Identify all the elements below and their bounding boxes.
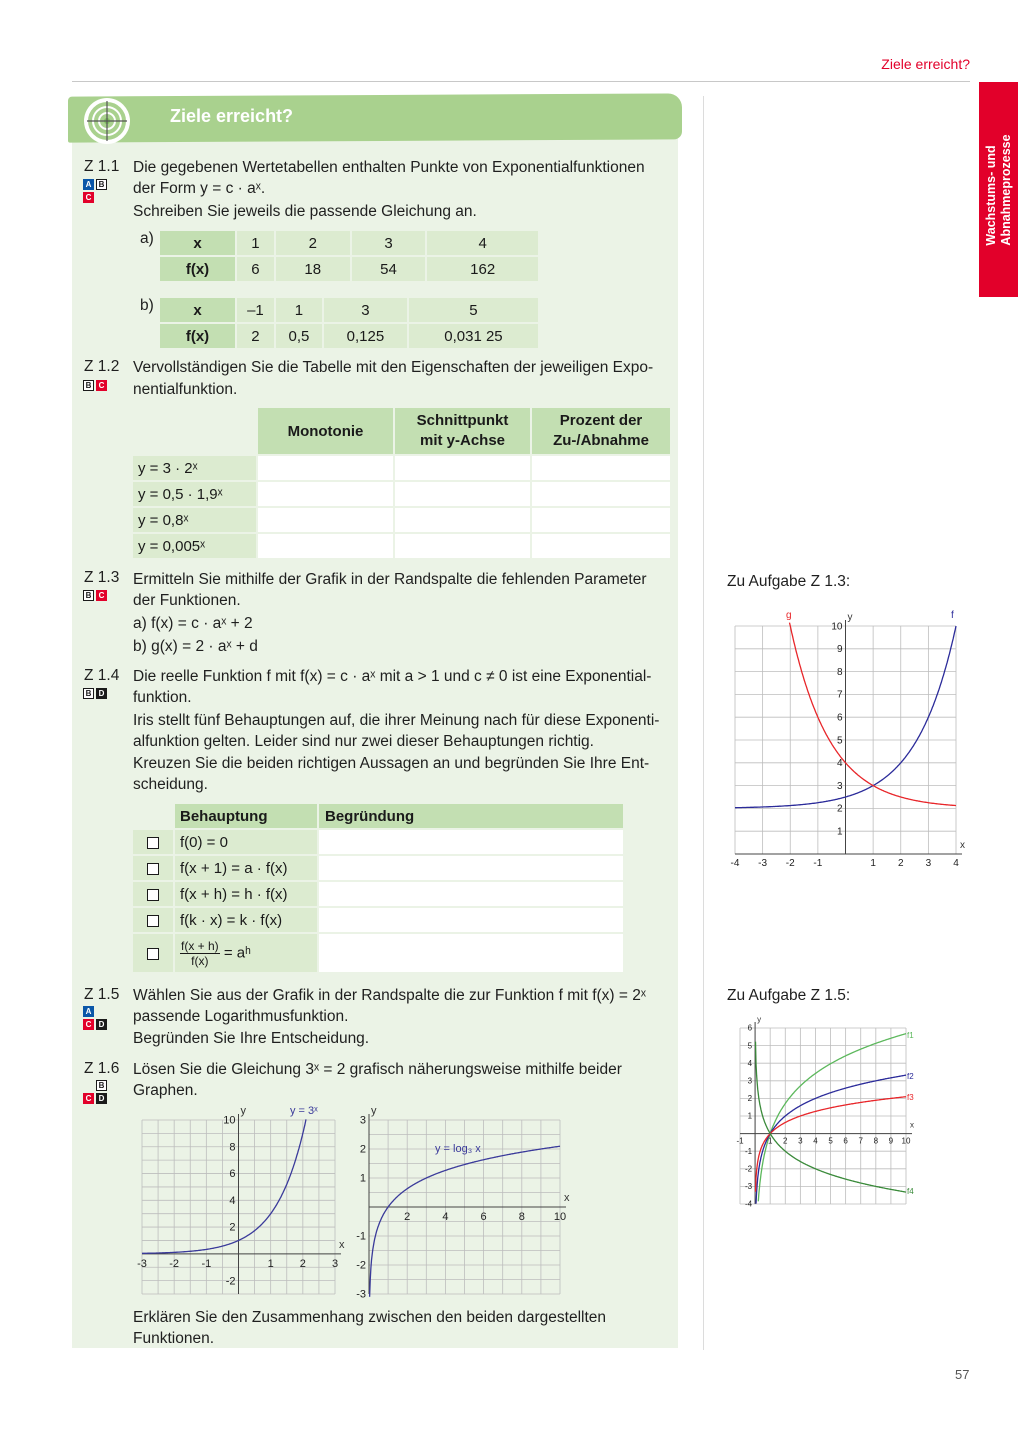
x-tick-label: 2 [299, 1257, 306, 1270]
x-tick-label: -2 [785, 858, 795, 866]
x-axis-label: x [564, 1192, 570, 1204]
checkbox[interactable] [147, 948, 159, 960]
task-number: Z 1.5 [84, 986, 120, 1003]
section-banner [68, 93, 682, 142]
series-f1-line [758, 1034, 906, 1202]
properties-table [131, 406, 672, 560]
x-tick-label: -3 [137, 1257, 147, 1270]
y-tick-label: -1 [356, 1230, 366, 1243]
table-cell: 3 [352, 231, 426, 255]
x-tick-label: -1 [736, 1136, 744, 1146]
margin-chart-title: Zu Aufgabe Z 1.3: [727, 573, 851, 590]
badge-b: B [83, 590, 94, 601]
badge-c: C [83, 1093, 94, 1104]
x-tick-label: 2 [897, 858, 904, 866]
table-cell: 5 [409, 298, 538, 322]
x-tick-label: 1 [267, 1257, 274, 1270]
x-axis-label: x [339, 1238, 345, 1251]
x-tick-label: 10 [553, 1211, 567, 1223]
x-tick-label: 6 [480, 1211, 487, 1223]
badge-d: D [96, 1093, 107, 1104]
y-axis-label: y [757, 1015, 762, 1024]
task-number: Z 1.3 [84, 569, 120, 586]
answer-cell[interactable] [258, 482, 393, 506]
fraction [180, 939, 220, 968]
y-tick-label: 8 [229, 1141, 236, 1154]
task-text: Die gegebenen Wertetabellen enthalten Punkte von Exponentialfunktionen [133, 159, 645, 176]
answer-cell[interactable] [395, 508, 530, 532]
y-tick-label: -2 [356, 1259, 366, 1272]
series-label: y = log₃ x [435, 1143, 481, 1155]
value-table-a [158, 229, 540, 283]
y-tick-label: 3 [359, 1114, 366, 1127]
badge-c: C [96, 380, 107, 391]
x-tick-label: -1 [201, 1257, 212, 1270]
x-tick-label: 8 [518, 1211, 525, 1223]
x-tick-label: 1 [870, 858, 876, 866]
y-tick-label: 6 [836, 712, 843, 724]
task-text: Wählen Sie aus der Grafik in der Randspalte die zur Funktion f mit f(x) = 2ˣ [133, 987, 646, 1004]
x-tick-label: 3 [331, 1257, 339, 1270]
badge-spacer [83, 1080, 94, 1091]
column-header: Begründung [319, 804, 623, 828]
reason-cell[interactable] [319, 908, 623, 932]
running-head: Ziele erreicht? [881, 56, 970, 72]
y-tick-label: 10 [831, 621, 843, 633]
table-header: x [160, 231, 235, 255]
column-header [395, 408, 530, 454]
chart-log3 [355, 1100, 585, 1300]
x-tick-label: -1 [813, 858, 823, 866]
difficulty-badges [83, 380, 113, 391]
top-rule [72, 81, 970, 82]
table-cell: 162 [427, 257, 538, 281]
table-cell: 0,125 [324, 324, 407, 348]
y-tick-label: 5 [836, 735, 843, 747]
y-axis-label: y [240, 1105, 246, 1117]
y-tick-label: 5 [747, 1041, 753, 1051]
claim-text: f(x + 1) = a · f(x) [175, 856, 317, 880]
y-tick-label: 6 [747, 1023, 753, 1033]
y-tick-label: -3 [744, 1182, 753, 1192]
answer-cell[interactable] [258, 508, 393, 532]
table-cell: 6 [237, 257, 274, 281]
x-tick-label: 3 [798, 1136, 803, 1146]
y-tick-label: 7 [836, 689, 843, 701]
task-text: Funktionen. [133, 1330, 214, 1347]
y-tick-label: 2 [836, 803, 843, 815]
difficulty-badges [83, 179, 113, 203]
row-label: y = 3 · 2ˣ [133, 456, 256, 480]
table-cell: –1 [237, 298, 274, 322]
reason-cell[interactable] [319, 830, 623, 854]
badge-c: C [83, 1019, 94, 1030]
y-tick-label: 4 [229, 1194, 236, 1207]
table-cell: 18 [276, 257, 350, 281]
checkbox-cell [133, 908, 173, 932]
task-number: Z 1.1 [84, 158, 120, 175]
task-number: Z 1.2 [84, 358, 120, 375]
task-text: Graphen. [133, 1082, 198, 1099]
x-tick-label: 3 [925, 858, 932, 866]
y-tick-label: 1 [836, 826, 843, 838]
y-tick-label: -4 [744, 1199, 753, 1208]
table-cell: 0,5 [276, 324, 322, 348]
y-tick-label: 10 [223, 1114, 236, 1127]
answer-cell[interactable] [395, 456, 530, 480]
task-text: Schreiben Sie jeweils die passende Gleichung an. [133, 203, 477, 220]
task-text: Erklären Sie den Zusammenhang zwischen den beiden dargestellten [133, 1309, 607, 1326]
claim-text [175, 934, 317, 972]
column-header [532, 408, 670, 454]
x-tick-label: 2 [783, 1136, 788, 1146]
task-text: funktion. [133, 689, 192, 706]
column-header: Monotonie [258, 408, 393, 454]
answer-cell[interactable] [532, 482, 670, 506]
answer-cell[interactable] [395, 534, 530, 558]
checkbox-cell [133, 830, 173, 854]
subtask-label: b) [140, 297, 154, 314]
answer-cell[interactable] [258, 456, 393, 480]
chart-z15 [722, 1008, 922, 1208]
row-label: y = 0,5 · 1,9ˣ [133, 482, 256, 506]
table-cell: 4 [427, 231, 538, 255]
task-text: alfunktion gelten. Leider sind nur zwei dieser Behauptungen richtig. [133, 733, 594, 750]
x-tick-label: -2 [169, 1257, 180, 1270]
difficulty-badges [83, 1080, 109, 1104]
table-cell: 3 [324, 298, 407, 322]
y-tick-label: 3 [747, 1076, 753, 1086]
task-text: Kreuzen Sie die beiden richtigen Aussagen an und begründen Sie Ihre Ent- [133, 755, 650, 772]
series-label: f3 [907, 1093, 914, 1102]
x-tick-label: 7 [858, 1136, 863, 1146]
table-cell: 1 [276, 298, 322, 322]
chart-z13 [722, 596, 972, 866]
reason-cell[interactable] [319, 856, 623, 880]
reason-cell[interactable] [319, 934, 623, 972]
task-text: Begründen Sie Ihre Entscheidung. [133, 1030, 370, 1047]
y-tick-label: -2 [744, 1164, 753, 1174]
column-header-line: Zu-/Abnahme [553, 432, 649, 449]
x-tick-label: 10 [901, 1136, 911, 1146]
badge-b: B [83, 688, 94, 699]
y-axis-label: y [371, 1105, 377, 1117]
row-label: y = 0,005ˣ [133, 534, 256, 558]
page-number: 57 [955, 1367, 970, 1382]
column-header-line: Schnittpunkt [416, 412, 509, 429]
table-header: f(x) [160, 324, 235, 348]
answer-cell[interactable] [395, 482, 530, 506]
task-text: Lösen Sie die Gleichung 3ˣ = 2 grafisch näherungsweise mithilfe beider [133, 1061, 622, 1078]
task-number: Z 1.4 [84, 667, 120, 684]
x-tick-label: 9 [888, 1136, 894, 1146]
y-tick-label: -2 [225, 1275, 236, 1288]
task-text: passende Logarithmusfunktion. [133, 1008, 349, 1025]
series-label: f4 [907, 1187, 914, 1196]
column-header: Behauptung [175, 804, 317, 828]
task-text: Die reelle Funktion f mit f(x) = c · aˣ mit a > 1 und c ≠ 0 ist eine Exponential- [133, 668, 652, 685]
badge-b: B [96, 1080, 107, 1091]
column-divider [703, 96, 704, 1350]
x-tick-label: 5 [828, 1136, 833, 1146]
claims-table [131, 802, 625, 974]
x-tick-label: 6 [843, 1136, 848, 1146]
difficulty-badges [83, 1006, 109, 1030]
y-tick-label: 1 [359, 1172, 366, 1185]
chapter-tab-line1: Wachstums- und [983, 144, 998, 246]
y-tick-label: 1 [747, 1111, 753, 1121]
target-icon [82, 96, 132, 146]
badge-d: D [96, 1019, 107, 1030]
x-tick-label: 4 [813, 1136, 818, 1146]
fraction-denominator: f(x) [191, 953, 209, 968]
task-text: der Form y = c · aˣ. [133, 180, 266, 197]
y-tick-label: 2 [359, 1143, 366, 1156]
x-axis-label: x [960, 840, 965, 851]
table-header: f(x) [160, 257, 235, 281]
answer-cell[interactable] [532, 456, 670, 480]
chapter-tab-line2: Abnahmeprozesse [998, 133, 1013, 246]
table-cell: 1 [237, 231, 274, 255]
y-axis-label: y [847, 612, 853, 623]
series-y3-line [142, 1119, 306, 1253]
column-header-line: Prozent der [559, 412, 643, 429]
checkbox-cell [133, 882, 173, 906]
y-tick-label: 4 [836, 758, 843, 770]
task-text: scheidung. [133, 776, 208, 793]
chapter-tab[interactable] [979, 82, 1018, 297]
table-cell: 2 [276, 231, 350, 255]
value-table-b [158, 296, 540, 350]
checkbox-cell [133, 856, 173, 880]
x-tick-label: -4 [730, 858, 740, 866]
x-tick-label: 4 [442, 1211, 449, 1223]
x-tick-label: 4 [953, 858, 959, 866]
reason-cell[interactable] [319, 882, 623, 906]
x-tick-label: 8 [873, 1136, 879, 1146]
task-text: nentialfunktion. [133, 381, 238, 398]
badge-b: B [83, 380, 94, 391]
subtask-label: a) [140, 230, 154, 247]
task-number: Z 1.6 [84, 1060, 120, 1077]
checkbox[interactable] [147, 889, 159, 901]
subtask-text: b) g(x) = 2 · aˣ + d [133, 638, 258, 655]
y-tick-label: 2 [229, 1221, 236, 1234]
badge-c: C [96, 590, 107, 601]
fraction-rhs: = aʰ [223, 943, 251, 961]
answer-cell[interactable] [258, 534, 393, 558]
chapter-tab-label [984, 134, 1014, 245]
task-text: Ermitteln Sie mithilfe der Grafik in der Randspalte die fehlenden Parameter [133, 571, 647, 588]
empty-corner [133, 408, 256, 454]
claim-text: f(0) = 0 [175, 830, 317, 854]
badge-c: C [83, 192, 94, 203]
row-label: y = 0,8ˣ [133, 508, 256, 532]
x-tick-label: 1 [767, 1136, 773, 1146]
y-tick-label: 4 [747, 1058, 753, 1068]
series-label: f2 [907, 1072, 914, 1081]
y-tick-label: -3 [356, 1288, 366, 1300]
difficulty-badges [83, 590, 113, 601]
x-tick-label: -3 [758, 858, 768, 866]
checkbox-cell [133, 934, 173, 972]
checkbox[interactable] [147, 863, 159, 875]
subtask-text: a) f(x) = c · aˣ + 2 [133, 615, 253, 632]
badge-a: A [83, 179, 94, 190]
table-cell: 0,031 25 [409, 324, 538, 348]
y-tick-label: 2 [747, 1094, 753, 1104]
task-text: Vervollständigen Sie die Tabelle mit den Eigenschaften der jeweiligen Expo- [133, 359, 654, 376]
task-text: der Funktionen. [133, 592, 241, 609]
table-header: x [160, 298, 235, 322]
fraction-numerator: f(x + h) [181, 938, 219, 953]
column-header-line: mit y-Achse [419, 432, 506, 449]
table-cell: 54 [352, 257, 426, 281]
series-label: f [951, 610, 954, 621]
x-tick-label: 2 [404, 1211, 411, 1223]
y-tick-label: 6 [229, 1168, 236, 1181]
chart-exp-3x [130, 1100, 360, 1300]
y-tick-label: -1 [744, 1146, 753, 1156]
badge-spacer [96, 1006, 107, 1017]
checkbox[interactable] [147, 837, 159, 849]
answer-cell[interactable] [532, 508, 670, 532]
y-tick-label: 3 [836, 780, 843, 792]
checkbox[interactable] [147, 915, 159, 927]
y-tick-label: 9 [836, 644, 843, 656]
series-label: g [786, 610, 792, 621]
y-tick-label: 8 [836, 666, 843, 678]
answer-cell[interactable] [532, 534, 670, 558]
task-text: Iris stellt fünf Behauptungen auf, die ihrer Meinung nach für diese Exponenti- [133, 712, 660, 729]
section-title: Ziele erreicht? [170, 106, 294, 126]
badge-d: D [96, 688, 107, 699]
badge-a: A [83, 1006, 94, 1017]
claim-text: f(k · x) = k · f(x) [175, 908, 317, 932]
difficulty-badges [83, 688, 113, 699]
series-label: y = 3ˣ [290, 1105, 318, 1117]
margin-chart-title: Zu Aufgabe Z 1.5: [727, 987, 851, 1004]
table-cell: 2 [237, 324, 274, 348]
empty-corner [133, 804, 173, 828]
badge-b: B [96, 179, 107, 190]
claim-text: f(x + h) = h · f(x) [175, 882, 317, 906]
series-label: f1 [907, 1031, 914, 1040]
x-axis-label: x [910, 1120, 914, 1130]
